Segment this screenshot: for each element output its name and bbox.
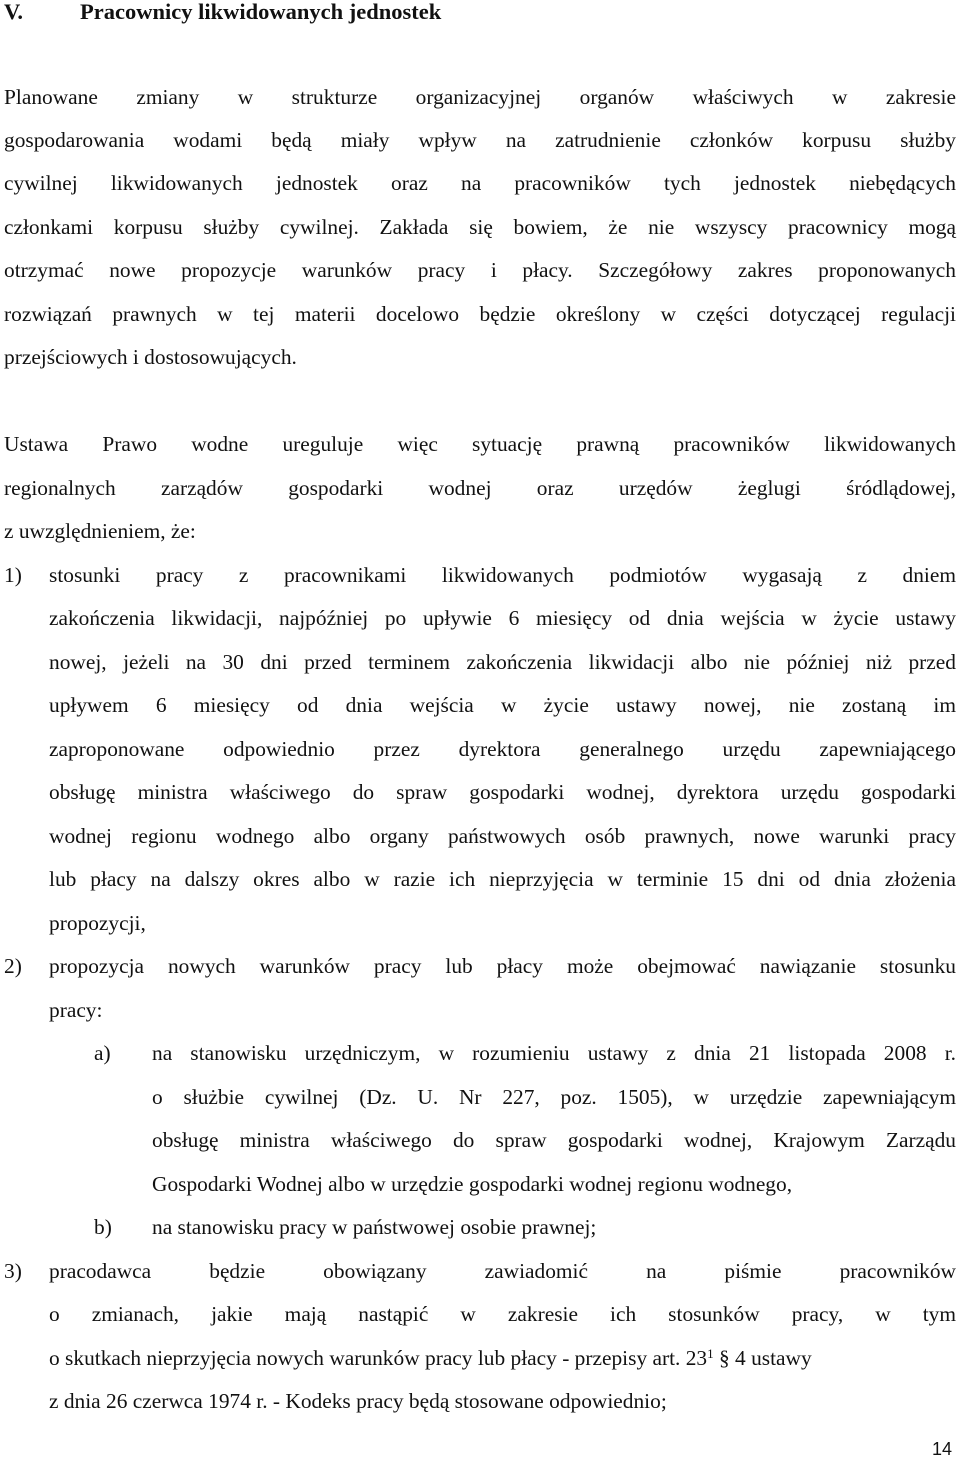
list-item-line: upływem 6 miesięcy od dnia wejścia w życie ustawy nowej, nie zostaną im — [49, 693, 956, 717]
sub-item-line: na stanowisku pracy w państwowej osobie prawnej; — [152, 1215, 597, 1239]
paragraph-line: regionalnych zarządów gospodarki wodnej oraz urzędów żeglugi śródlądowej, — [4, 476, 956, 500]
paragraph-line: cywilnej likwidowanych jednostek oraz na pracowników tych jednostek niebędących — [4, 171, 956, 195]
paragraph-line: członkami korpusu służby cywilnej. Zakłada się bowiem, że nie wszyscy pracownicy mogą — [4, 215, 956, 239]
list-item-line: pracodawca będzie obowiązany zawiadomić na piśmie pracowników — [49, 1259, 956, 1283]
sub-item-line: Gospodarki Wodnej albo w urzędzie gospodarki wodnej regionu wodnego, — [152, 1172, 793, 1196]
list-item-line: o zmianach, jakie mają nastąpić w zakresie ich stosunków pracy, w tym — [49, 1302, 956, 1326]
paragraph-line: przejściowych i dostosowujących. — [4, 345, 297, 369]
list-item-line: wodnej regionu wodnego albo organy państwowych osób prawnych, nowe warunki pracy — [49, 824, 956, 848]
paragraph-line: z uwzględnieniem, że: — [4, 519, 196, 543]
list-item-text: o skutkach nieprzyjęcia nowych warunków pracy lub płacy - przepisy art. 23 — [49, 1346, 708, 1370]
paragraph-line: rozwiązań prawnych w tej materii docelowo będzie określony w części dotyczącej regulacji — [4, 302, 956, 326]
section-heading — [4, 0, 441, 27]
sub-item-line: o służbie cywilnej (Dz. U. Nr 227, poz. 1505), w urzędzie zapewniającym — [152, 1085, 956, 1109]
list-item-label: 1) — [4, 563, 22, 587]
paragraph-line: otrzymać nowe propozycje warunków pracy i płacy. Szczegółowy zakres proponowanych — [4, 258, 956, 282]
sub-item-label: a) — [94, 1041, 111, 1065]
list-item-line: pracy: — [49, 998, 103, 1022]
page-number: 14 — [931, 1439, 952, 1459]
section-number: V. — [4, 0, 23, 24]
list-item-text: § 4 ustawy — [713, 1346, 812, 1370]
list-item-line: obsługę ministra właściwego do spraw gospodarki wodnej, dyrektora urzędu gospodarki — [49, 780, 956, 804]
sub-item-line: obsługę ministra właściwego do spraw gospodarki wodnej, Krajowym Zarządu — [152, 1128, 956, 1152]
paragraph-line: Planowane zmiany w strukturze organizacyjnej organów właściwych w zakresie — [4, 85, 956, 109]
list-item-label: 2) — [4, 954, 22, 978]
section-title: Pracownicy likwidowanych jednostek — [80, 0, 442, 24]
list-item-line: propozycja nowych warunków pracy lub płacy może obejmować nawiązanie stosunku — [49, 954, 956, 978]
sub-item-line: na stanowisku urzędniczym, w rozumieniu ustawy z dnia 21 listopada 2008 r. — [152, 1041, 956, 1065]
superscript: 1 — [707, 1346, 714, 1361]
list-item-line: zakończenia likwidacji, najpóźniej po upływie 6 miesięcy od dnia wejścia w życie ustawy — [49, 606, 956, 630]
list-item-line — [49, 1344, 812, 1372]
list-item-line: propozycji, — [49, 911, 146, 935]
list-item-line: lub płacy na dalszy okres albo w razie ich nieprzyjęcia w terminie 15 dni od dnia złożenia — [49, 867, 956, 891]
list-item-line: z dnia 26 czerwca 1974 r. - Kodeks pracy będą stosowane odpowiednio; — [49, 1389, 667, 1413]
list-item-line: nowej, jeżeli na 30 dni przed terminem zakończenia likwidacji albo nie później niż przed — [49, 650, 956, 674]
paragraph-line: gospodarowania wodami będą miały wpływ na zatrudnienie członków korpusu służby — [4, 128, 956, 152]
sub-item-label: b) — [94, 1215, 112, 1239]
list-item-label: 3) — [4, 1259, 22, 1283]
list-item-line: stosunki pracy z pracownikami likwidowanych podmiotów wygasają z dniem — [49, 563, 956, 587]
paragraph-line: Ustawa Prawo wodne ureguluje więc sytuację prawną pracowników likwidowanych — [4, 432, 956, 456]
list-item-line: zaproponowane odpowiednio przez dyrektora generalnego urzędu zapewniającego — [49, 737, 956, 761]
